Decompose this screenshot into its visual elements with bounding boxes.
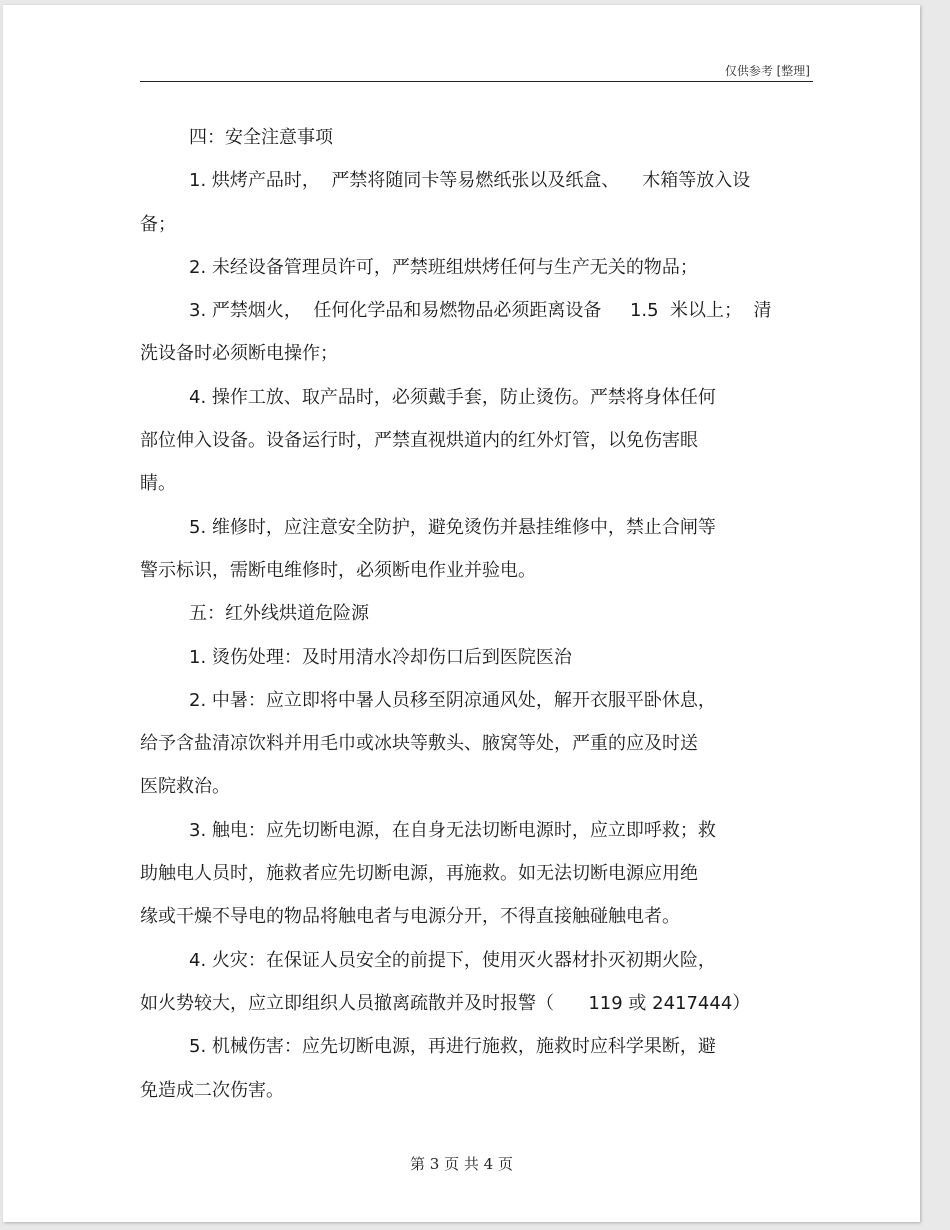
- header-divider: [140, 81, 813, 82]
- paragraph-line: 免造成二次伤害。: [140, 1079, 284, 1101]
- section-heading-safety: 四：安全注意事项: [189, 127, 333, 148]
- paragraph-line: 4. 火灾：在保证人员安全的前提下，使用灭火器材扑灭初期火险，: [189, 949, 716, 971]
- paragraph-line: 3. 严禁烟火， 任何化学品和易燃物品必须距离设备 1.5 米以上； 清: [189, 300, 772, 322]
- paragraph-line: 5. 机械伤害：应先切断电源，再进行施救，施救时应科学果断，避: [189, 1036, 716, 1058]
- paragraph-line: 如火势较大，应立即组织人员撤离疏散并及时报警（ 119 或 2417444）: [140, 992, 751, 1014]
- paragraph-line: 1. 烫伤处理：及时用清水冷却伤口后到医院医治: [189, 646, 572, 668]
- body-text: [140, 116, 820, 1112]
- paragraph-line: 睛。: [140, 473, 176, 495]
- document-page: [3, 5, 920, 1222]
- paragraph-line: 缘或干燥不导电的物品将触电者与电源分开，不得直接触碰触电者。: [140, 906, 680, 928]
- paragraph-line: 警示标识，需断电维修时，必须断电作业并验电。: [140, 559, 536, 581]
- paragraph-line: 4. 操作工放、取产品时，必须戴手套，防止烫伤。严禁将身体任何: [189, 386, 716, 408]
- paragraph-line: 医院救治。: [140, 776, 230, 798]
- paragraph-line: 洗设备时必须断电操作；: [140, 343, 338, 365]
- paragraph-line: 2. 未经设备管理员许可，严禁班组烘烤任何与生产无关的物品；: [189, 256, 698, 278]
- paragraph-line: 2. 中暑：应立即将中暑人员移至阴凉通风处，解开衣服平卧休息，: [189, 689, 716, 711]
- paragraph-line: 5. 维修时，应注意安全防护，避免烫伤并悬挂维修中，禁止合闸等: [189, 516, 716, 538]
- paragraph-line: 给予含盐清凉饮料并用毛巾或冰块等敷头、腋窝等处，严重的应及时送: [140, 733, 698, 755]
- paragraph-line: 助触电人员时，施救者应先切断电源，再施救。如无法切断电源应用绝: [140, 863, 698, 885]
- section-heading-hazards: 五：红外线烘道危险源: [189, 603, 369, 625]
- page-number: 第 3 页 共 4 页: [410, 1155, 513, 1173]
- paragraph-line: 1. 烘烤产品时， 严禁将随同卡等易燃纸张以及纸盒、 木箱等放入设: [189, 170, 751, 192]
- paragraph-line: 3. 触电：应先切断电源，在自身无法切断电源时，应立即呼救；救: [189, 819, 716, 841]
- paragraph-line: 备；: [140, 213, 176, 235]
- header-note: 仅供参考 [整理]: [724, 64, 810, 78]
- paragraph-line: 部位伸入设备。设备运行时，严禁直视烘道内的红外灯管，以免伤害眼: [140, 430, 698, 452]
